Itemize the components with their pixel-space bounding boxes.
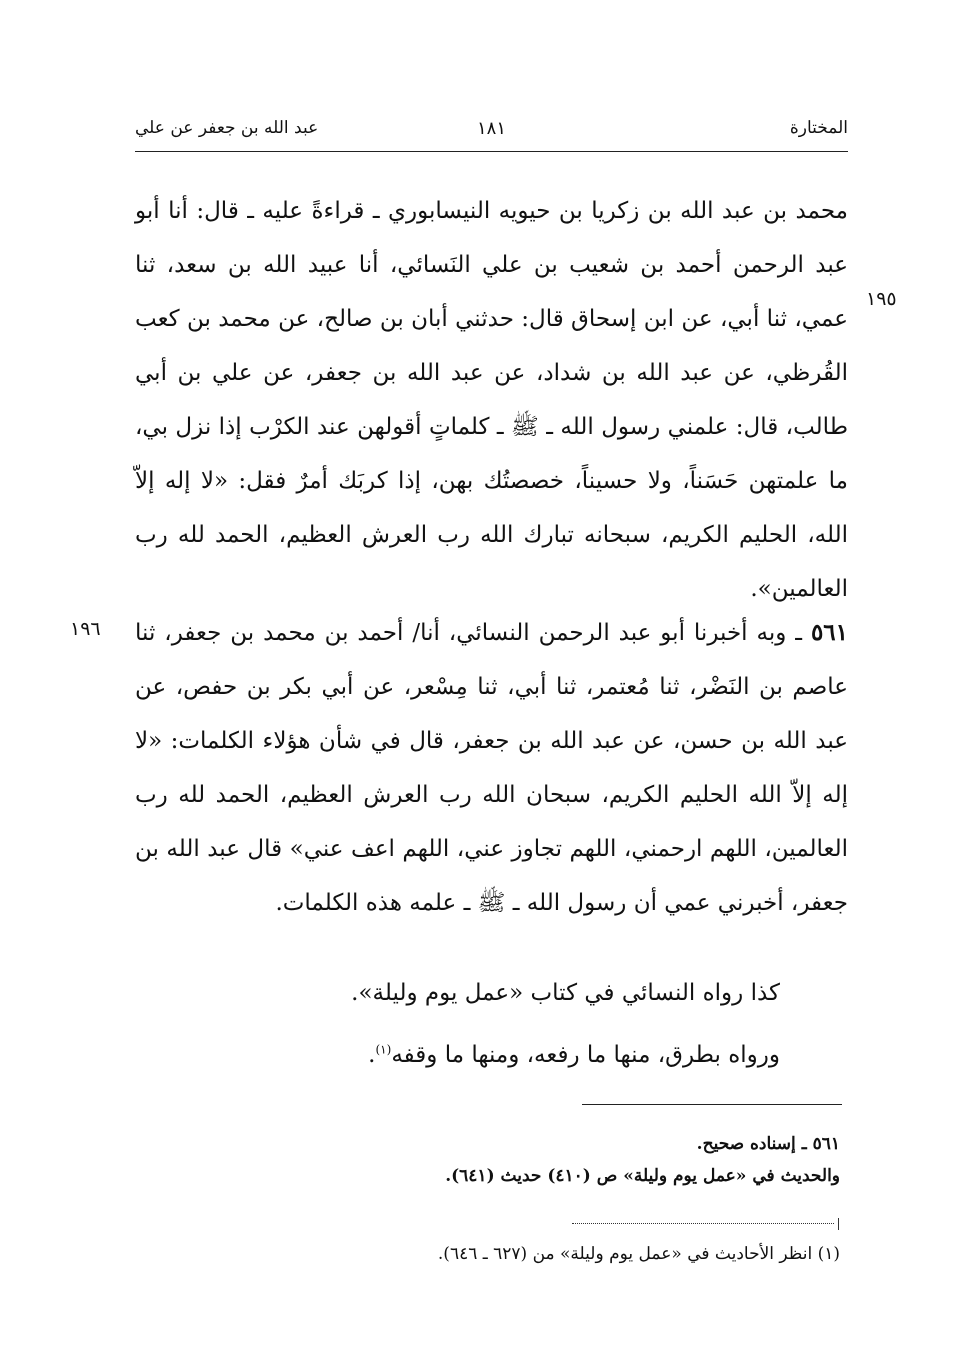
routes-note: ورواه بطرق، منها ما رفعه، ومنها ما وقفه$^{(١)}$. <box>368 1042 780 1068</box>
hadith-number: ٥٦١ <box>810 619 848 646</box>
header-chapter-title: عبد الله بن جعفر عن علي <box>135 118 319 138</box>
margin-number-195: ١٩٥ <box>866 288 897 310</box>
hadith-text-561: ـ وبه أخبرنا أبو عبد الرحمن النسائي، أنا/ أحمد بن محمد بن جعفر، ثنا عاصم بن النَضْر، ثنا مُعتمر، ثنا أبي، ثنا مِسْعر، عن أبي بكر بن حفص، عن عبد الله بن حسن، عن عبد الله بن جعفر، قال في شأن هؤلاء الكلمات: «لا إله إلاّ الله الحليم الكريم، سبحان الله رب العرش العظيم، الحمد لله رب العالمين، اللهم ارحمني، اللهم تجاوز عني، اللهم اعف عني» قال عبد الله بن جعفر، أخبرني عمي أن رسول الله ـ ﷺ ـ علمه هذه الكلمات. <box>135 620 848 916</box>
header-page-number: ١٨١ <box>476 118 507 139</box>
header-book-title: المختارة <box>789 118 848 138</box>
footnote-1: (١) انظر الأحاديث في «عمل يوم وليلة» من (٦٢٧ ـ ٦٤٦). <box>437 1244 840 1264</box>
margin-number-196: ١٩٦ <box>70 618 101 640</box>
hadith-paragraph-1: محمد بن عبد الله بن زكريا بن حيويه النيسابوري ـ قراءةً عليه ـ قال: أنا أبو عبد الرحمن أحمد بن شعيب بن علي النَسائي، أنا عبيد الله بن سعد، ثنا عمي، ثنا أبي، عن ابن إسحاق قال: حدثني أبان بن صالح، عن محمد بن كعب القُرظي، عن عبد الله بن شداد، عن عبد الله بن جعفر، عن علي بن أبي طالب، قال: علمني رسول الله ـ ﷺ ـ كلماتٍ أقولهن عند الكرْب إذا نزل بي، ما علمتهن حَسَناً، ولا حسيناً، خصصتُك بهن، إذا كربَك أمرٌ فقل: «لا إله إلاّ الله، الحليم الكريم، سبحانه تبارك الله رب العرش العظيم، الحمد لله رب العالمين». <box>135 198 849 602</box>
footnote-rule <box>582 1104 842 1105</box>
footnote-561-source: والحديث في «عمل يوم وليلة» ص (٤١٠) حديث (٦٤١). <box>445 1166 840 1186</box>
footnote-ref-1: (١) <box>375 1042 392 1057</box>
narration-note: كذا رواه النسائي في كتاب «عمل يوم وليلة». <box>351 980 780 1006</box>
footnote-divider-tick <box>838 1218 839 1230</box>
hadith-paragraph-561 <box>135 606 848 930</box>
footnote-561-grading: ٥٦١ ـ إسناده صحيح. <box>696 1134 840 1154</box>
routes-note-text: ورواه بطرق، منها ما رفعه، ومنها ما وقفه <box>391 1042 780 1068</box>
footnote-divider-dotted <box>572 1223 834 1224</box>
page-header <box>135 112 848 148</box>
header-rule <box>135 151 848 152</box>
